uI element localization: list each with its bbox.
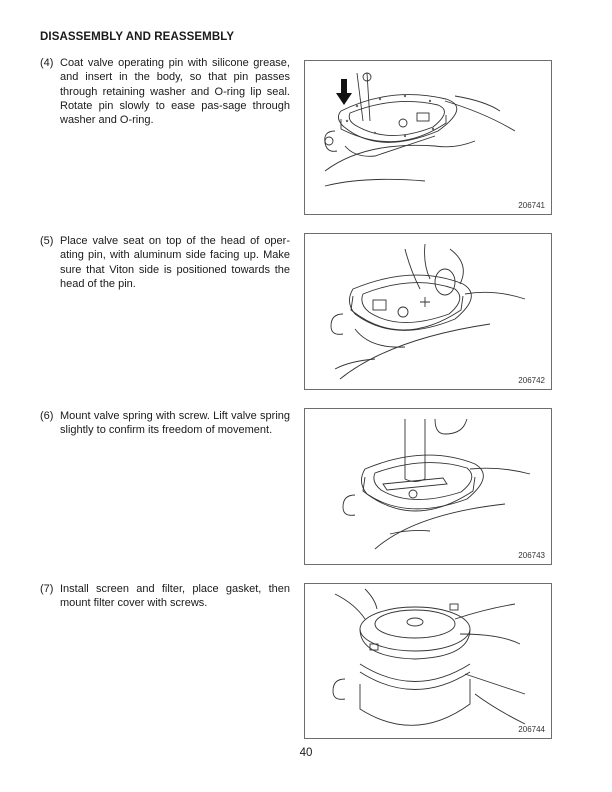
step-text: Place valve seat on top of the head of oper-ating pin, with aluminum side facing up. Make sure that Viton side is positioned towards the head of the pin. [60,235,290,290]
step-number: (4) [40,57,54,69]
valve-pin-illustration [305,61,553,216]
step-number: (6) [40,410,54,422]
valve-spring-illustration [305,409,553,566]
step-text: Coat valve operating pin with silicone grease, and insert in the body, so that pin passes through retaining washer and O-ring lip seal. Rotate pin slowly to ease pas-sage through washer and O-ring. [60,57,290,127]
step-7 [40,582,290,611]
filter-cover-illustration [305,584,553,740]
arrow-down-icon [336,79,352,105]
section-heading: DISASSEMBLY AND REASSEMBLY [40,31,235,43]
valve-seat-illustration [305,234,553,391]
figure-206742 [304,233,552,390]
step-number: (7) [40,583,54,595]
figure-206743 [304,408,552,565]
step-text: Install screen and filter, place gasket, then mount filter cover with screws. [60,583,290,610]
step-number: (5) [40,235,54,247]
figure-number: 206744 [518,725,545,734]
figure-number: 206743 [518,551,545,560]
figure-number: 206742 [518,376,545,385]
figure-206741 [304,60,552,215]
step-5 [40,234,290,291]
figure-number: 206741 [518,201,545,210]
step-4 [40,56,290,127]
figure-206744 [304,583,552,739]
step-6 [40,409,290,438]
page-number: 40 [299,747,313,759]
step-text: Mount valve spring with screw. Lift valve spring slightly to confirm its freedom of movement. [60,410,290,437]
